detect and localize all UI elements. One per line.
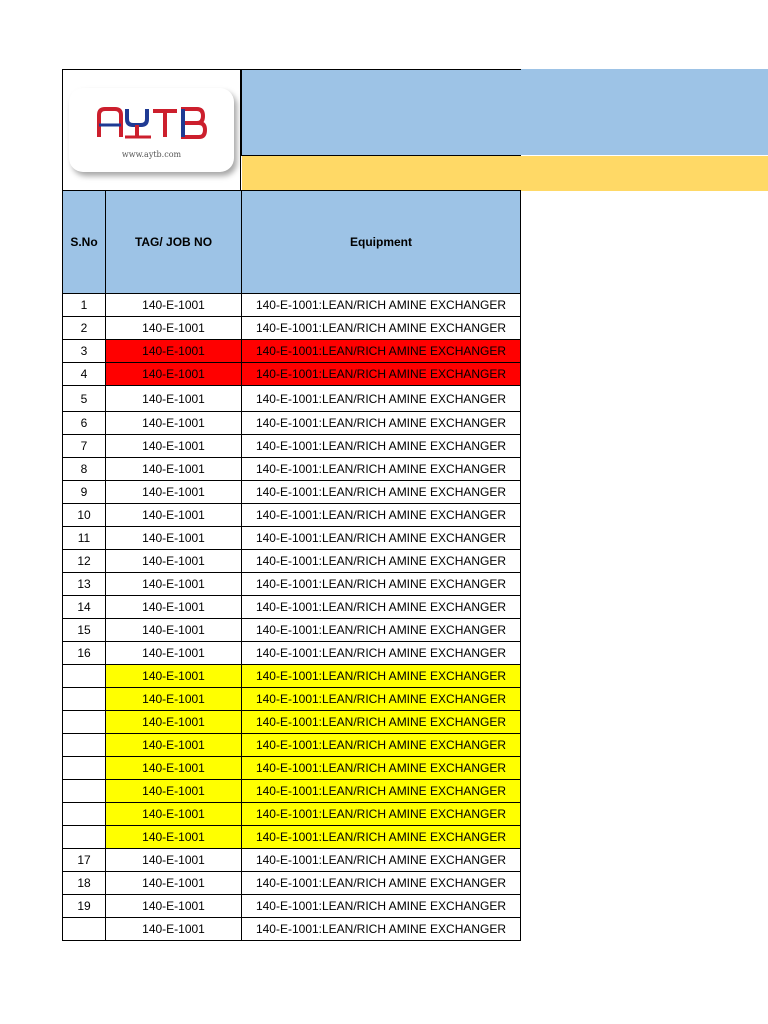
table-row: [63, 895, 521, 918]
cell-tag: 140-E-1001: [106, 458, 242, 481]
header-tag: TAG/ JOB NO: [106, 191, 242, 294]
cell-sno: 6: [63, 412, 106, 435]
logo-cell: [62, 69, 241, 190]
table-row: [63, 363, 521, 386]
cell-tag: 140-E-1001: [106, 481, 242, 504]
cell-sno: [63, 803, 106, 826]
cell-tag: 140-E-1001: [106, 734, 242, 757]
cell-sno: [63, 688, 106, 711]
cell-sno: 10: [63, 504, 106, 527]
table-row: [63, 317, 521, 340]
cell-tag: 140-E-1001: [106, 573, 242, 596]
cell-sno: [63, 734, 106, 757]
table-row: [63, 458, 521, 481]
cell-equipment: 140-E-1001:LEAN/RICH AMINE EXCHANGER: [242, 642, 521, 665]
cell-sno: [63, 780, 106, 803]
cell-sno: 12: [63, 550, 106, 573]
cell-equipment: 140-E-1001:LEAN/RICH AMINE EXCHANGER: [242, 340, 521, 363]
table-row: [63, 642, 521, 665]
cell-tag: 140-E-1001: [106, 527, 242, 550]
cell-tag: 140-E-1001: [106, 826, 242, 849]
table-header-row: [63, 191, 521, 294]
cell-equipment: 140-E-1001:LEAN/RICH AMINE EXCHANGER: [242, 435, 521, 458]
cell-equipment: 140-E-1001:LEAN/RICH AMINE EXCHANGER: [242, 527, 521, 550]
table-row: [63, 803, 521, 826]
cell-tag: 140-E-1001: [106, 435, 242, 458]
header-title-cell: [241, 69, 521, 156]
table-row: [63, 619, 521, 642]
cell-sno: [63, 665, 106, 688]
cell-equipment: 140-E-1001:LEAN/RICH AMINE EXCHANGER: [242, 294, 521, 317]
cell-tag: 140-E-1001: [106, 504, 242, 527]
table-row: [63, 294, 521, 317]
header-yellow-band: [242, 156, 768, 191]
cell-tag: 140-E-1001: [106, 849, 242, 872]
table-row: [63, 757, 521, 780]
equipment-table: [62, 190, 521, 941]
table-row: [63, 340, 521, 363]
cell-tag: 140-E-1001: [106, 412, 242, 435]
cell-sno: 7: [63, 435, 106, 458]
cell-sno: 14: [63, 596, 106, 619]
cell-equipment: 140-E-1001:LEAN/RICH AMINE EXCHANGER: [242, 872, 521, 895]
cell-sno: 19: [63, 895, 106, 918]
cell-sno: [63, 711, 106, 734]
cell-equipment: 140-E-1001:LEAN/RICH AMINE EXCHANGER: [242, 803, 521, 826]
cell-tag: 140-E-1001: [106, 780, 242, 803]
cell-tag: 140-E-1001: [106, 918, 242, 941]
cell-equipment: 140-E-1001:LEAN/RICH AMINE EXCHANGER: [242, 412, 521, 435]
cell-sno: [63, 826, 106, 849]
cell-sno: 9: [63, 481, 106, 504]
cell-tag: 140-E-1001: [106, 757, 242, 780]
table-row: [63, 826, 521, 849]
cell-sno: 17: [63, 849, 106, 872]
table-row: [63, 550, 521, 573]
cell-tag: 140-E-1001: [106, 872, 242, 895]
cell-sno: 13: [63, 573, 106, 596]
cell-equipment: 140-E-1001:LEAN/RICH AMINE EXCHANGER: [242, 711, 521, 734]
table-row: [63, 711, 521, 734]
cell-equipment: 140-E-1001:LEAN/RICH AMINE EXCHANGER: [242, 386, 521, 412]
cell-tag: 140-E-1001: [106, 688, 242, 711]
cell-equipment: 140-E-1001:LEAN/RICH AMINE EXCHANGER: [242, 757, 521, 780]
cell-sno: 3: [63, 340, 106, 363]
cell-sno: 1: [63, 294, 106, 317]
table-row: [63, 918, 521, 941]
logo-url: www.aytb.com: [121, 150, 182, 159]
table-row: [63, 596, 521, 619]
table-row: [63, 481, 521, 504]
cell-sno: 4: [63, 363, 106, 386]
cell-tag: 140-E-1001: [106, 340, 242, 363]
header-divider: [241, 155, 521, 156]
header-sno: S.No: [63, 191, 106, 294]
cell-equipment: 140-E-1001:LEAN/RICH AMINE EXCHANGER: [242, 665, 521, 688]
table-row: [63, 435, 521, 458]
table-row: [63, 573, 521, 596]
table-row: [63, 412, 521, 435]
cell-sno: 15: [63, 619, 106, 642]
cell-sno: [63, 918, 106, 941]
table-row: [63, 527, 521, 550]
cell-equipment: 140-E-1001:LEAN/RICH AMINE EXCHANGER: [242, 481, 521, 504]
cell-equipment: 140-E-1001:LEAN/RICH AMINE EXCHANGER: [242, 895, 521, 918]
cell-equipment: 140-E-1001:LEAN/RICH AMINE EXCHANGER: [242, 573, 521, 596]
cell-tag: 140-E-1001: [106, 803, 242, 826]
cell-equipment: 140-E-1001:LEAN/RICH AMINE EXCHANGER: [242, 780, 521, 803]
cell-equipment: 140-E-1001:LEAN/RICH AMINE EXCHANGER: [242, 849, 521, 872]
table-row: [63, 780, 521, 803]
cell-tag: 140-E-1001: [106, 642, 242, 665]
cell-equipment: 140-E-1001:LEAN/RICH AMINE EXCHANGER: [242, 317, 521, 340]
cell-tag: 140-E-1001: [106, 294, 242, 317]
cell-tag: 140-E-1001: [106, 895, 242, 918]
cell-sno: 16: [63, 642, 106, 665]
cell-equipment: 140-E-1001:LEAN/RICH AMINE EXCHANGER: [242, 363, 521, 386]
cell-equipment: 140-E-1001:LEAN/RICH AMINE EXCHANGER: [242, 596, 521, 619]
table-row: [63, 872, 521, 895]
cell-tag: 140-E-1001: [106, 386, 242, 412]
cell-equipment: 140-E-1001:LEAN/RICH AMINE EXCHANGER: [242, 504, 521, 527]
cell-equipment: 140-E-1001:LEAN/RICH AMINE EXCHANGER: [242, 458, 521, 481]
aytb-logo-mark-icon: [93, 105, 213, 145]
header-equipment: Equipment: [242, 191, 521, 294]
cell-equipment: 140-E-1001:LEAN/RICH AMINE EXCHANGER: [242, 619, 521, 642]
table-row: [63, 504, 521, 527]
cell-sno: 11: [63, 527, 106, 550]
table-row: [63, 734, 521, 757]
cell-equipment: 140-E-1001:LEAN/RICH AMINE EXCHANGER: [242, 734, 521, 757]
table-row: [63, 386, 521, 412]
cell-tag: 140-E-1001: [106, 363, 242, 386]
cell-tag: 140-E-1001: [106, 711, 242, 734]
cell-tag: 140-E-1001: [106, 596, 242, 619]
cell-tag: 140-E-1001: [106, 619, 242, 642]
cell-equipment: 140-E-1001:LEAN/RICH AMINE EXCHANGER: [242, 918, 521, 941]
cell-equipment: 140-E-1001:LEAN/RICH AMINE EXCHANGER: [242, 826, 521, 849]
cell-sno: 5: [63, 386, 106, 412]
cell-sno: [63, 757, 106, 780]
cell-equipment: 140-E-1001:LEAN/RICH AMINE EXCHANGER: [242, 550, 521, 573]
table-row: [63, 665, 521, 688]
cell-tag: 140-E-1001: [106, 317, 242, 340]
table-row: [63, 849, 521, 872]
cell-equipment: 140-E-1001:LEAN/RICH AMINE EXCHANGER: [242, 688, 521, 711]
cell-sno: 2: [63, 317, 106, 340]
table-row: [63, 688, 521, 711]
company-logo: [69, 88, 234, 172]
cell-tag: 140-E-1001: [106, 550, 242, 573]
cell-sno: 8: [63, 458, 106, 481]
cell-tag: 140-E-1001: [106, 665, 242, 688]
cell-sno: 18: [63, 872, 106, 895]
